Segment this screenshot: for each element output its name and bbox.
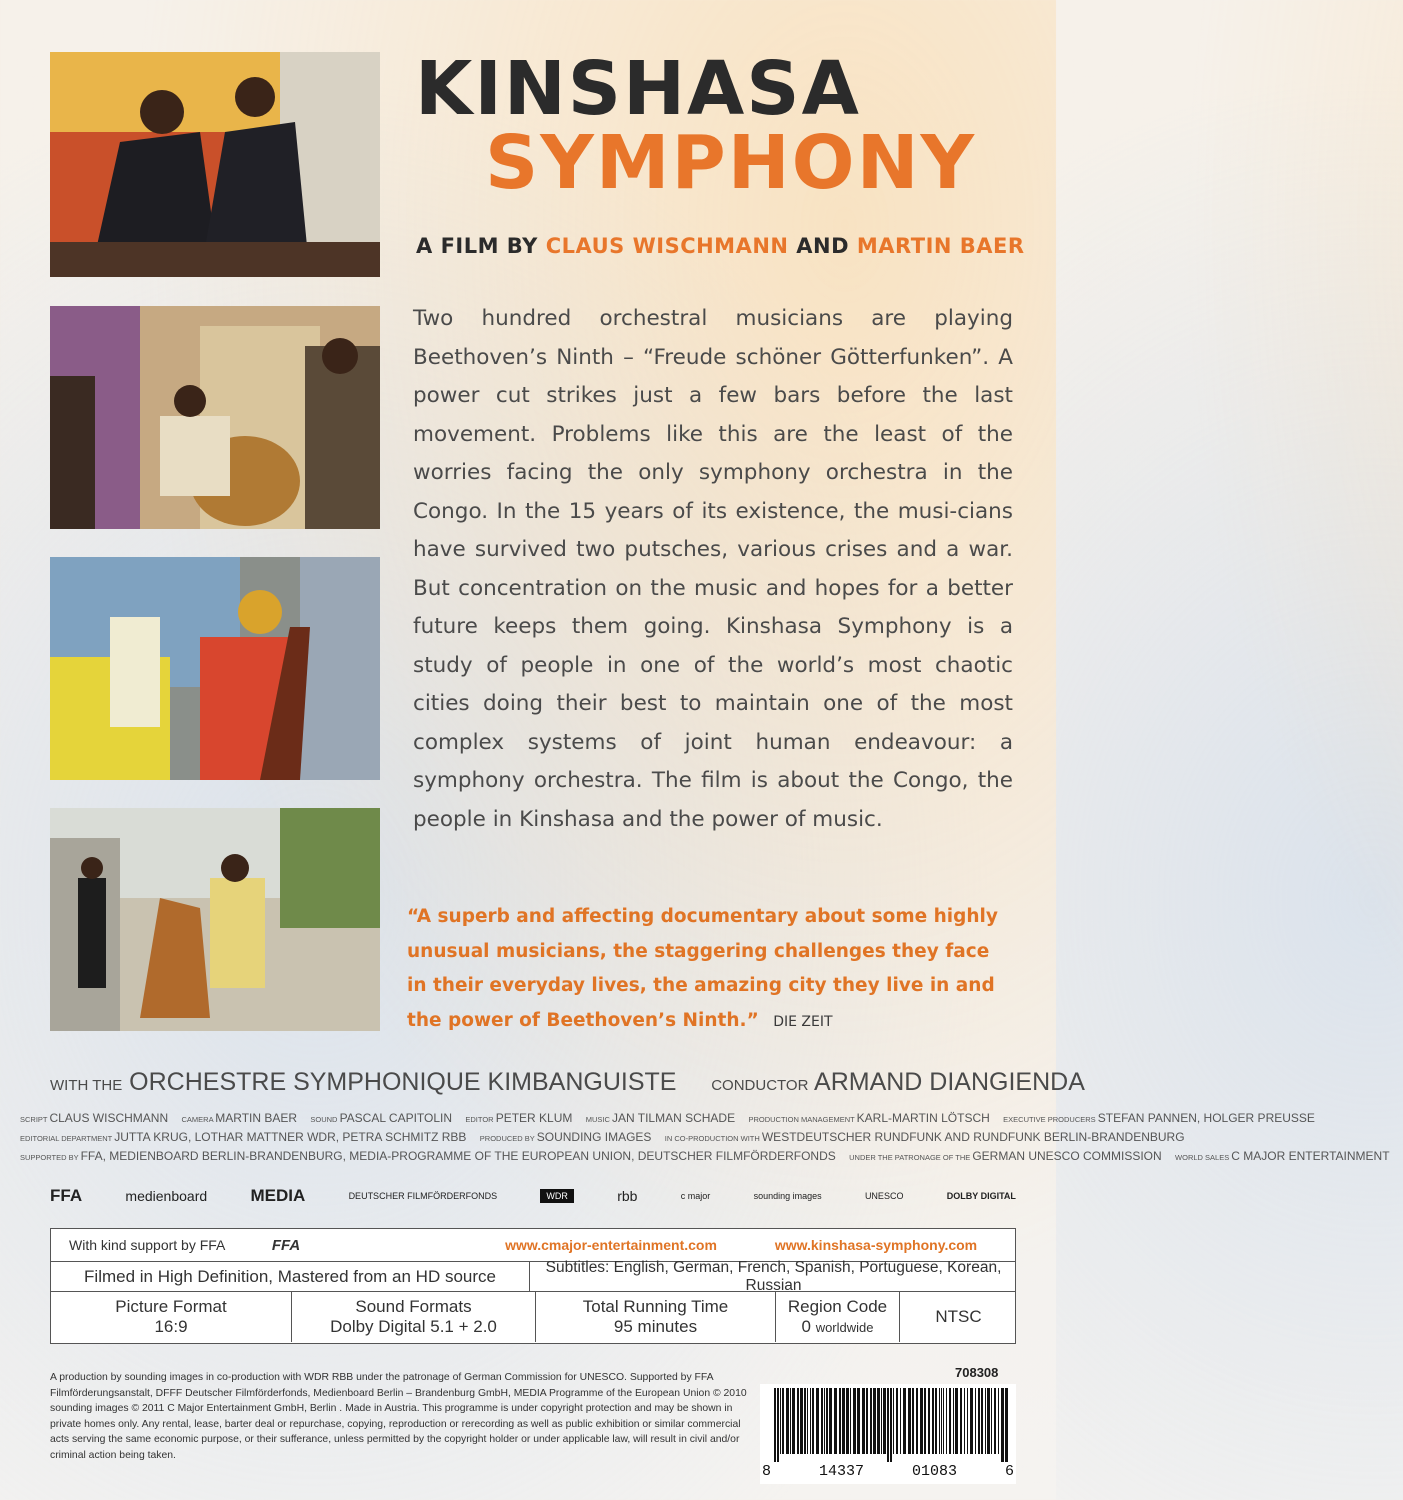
barcode <box>760 1384 1016 1484</box>
barcode-bar <box>943 1388 944 1454</box>
barcode-bar <box>824 1388 825 1454</box>
filmed-note: Filmed in High Definition, Mastered from an HD source <box>84 1266 496 1286</box>
barcode-bar <box>866 1388 868 1454</box>
byline-joiner: AND <box>796 234 850 258</box>
credit-label: EDITORIAL DEPARTMENT <box>20 1134 115 1143</box>
conductor-name: ARMAND DIANGIENDA <box>814 1068 1085 1096</box>
credit-value: CLAUS WISCHMANN <box>49 1111 169 1125</box>
logo-media: MEDIA <box>250 1186 306 1205</box>
credit-label: MUSIC <box>585 1115 612 1124</box>
credit-label: EXECUTIVE PRODUCERS <box>1003 1115 1098 1124</box>
logo-dolby: DOLBY DIGITAL <box>946 1191 1016 1201</box>
barcode-bar <box>826 1388 828 1454</box>
region-code-label: Region Code <box>787 1296 888 1316</box>
barcode-bar <box>967 1388 968 1454</box>
spec-row-formats <box>51 1258 1015 1294</box>
logo-unesco: UNESCO <box>864 1191 904 1201</box>
barcode-bar <box>782 1388 784 1454</box>
credit-label: PRODUCED BY <box>479 1134 537 1143</box>
orchestra-name: ORCHESTRE SYMPHONIQUE KIMBANGUISTE <box>129 1068 677 1096</box>
credit-line <box>20 1149 1390 1163</box>
title-line-2: SYMPHONY <box>485 120 977 206</box>
barcode-bar <box>932 1388 934 1454</box>
barcode-bar <box>842 1388 845 1454</box>
barcode-bar <box>804 1388 806 1454</box>
barcode-bar <box>903 1388 906 1454</box>
credit-value: WESTDEUTSCHER RUNDFUNK AND RUNDFUNK BERLIN-BRANDENBURG <box>761 1130 1185 1144</box>
barcode-bar <box>900 1388 901 1454</box>
barcode-bar <box>953 1388 954 1454</box>
barcode-bar <box>964 1388 965 1454</box>
barcode-bar <box>774 1388 776 1462</box>
barcode-bar <box>949 1388 951 1454</box>
barcode-bar <box>924 1388 926 1454</box>
barcode-bar <box>975 1388 976 1454</box>
barcode-bar <box>846 1388 849 1454</box>
barcode-bar <box>893 1388 894 1454</box>
picture-format-value: 16:9 <box>154 1317 188 1336</box>
credit-value: GERMAN UNESCO COMMISSION <box>972 1149 1162 1163</box>
logo-wdr: WDR <box>540 1189 574 1203</box>
barcode-bar <box>970 1388 973 1454</box>
barcode-bar <box>780 1388 781 1454</box>
barcode-bar <box>1001 1388 1004 1462</box>
byline-prefix: A FILM BY <box>416 234 538 258</box>
barcode-bar <box>946 1388 947 1454</box>
byline <box>416 234 1025 258</box>
barcode-bar <box>873 1388 876 1454</box>
credit-value: FFA, MEDIENBOARD BERLIN-BRANDENBURG, MEDIA-PROGRAMME OF THE EUROPEAN UNION, DEUTSCHER FILMFÖRDERFONDS <box>80 1149 836 1163</box>
credit-label: UNDER THE PATRONAGE OF THE <box>849 1153 973 1162</box>
barcode-bar <box>816 1388 819 1454</box>
credit-value: JAN TILMAN SCHADE <box>611 1111 736 1125</box>
credit-label: SUPPORTED BY <box>20 1153 81 1162</box>
barcode-bar <box>955 1388 958 1454</box>
with-label: WITH THE <box>50 1077 123 1094</box>
film-url[interactable]: www.kinshasa-symphony.com <box>774 1237 978 1253</box>
barcode-bars <box>760 1384 1016 1462</box>
quote-text: “A superb and affecting documentary about some highly unusual musicians, the staggering challenges they face in their everyday lives, the amazing city they live in and the power of Beethoven’s Ninth.” <box>407 906 998 1031</box>
barcode-bar <box>821 1388 823 1454</box>
region-note: worldwide <box>815 1319 874 1335</box>
barcode-bar <box>850 1388 851 1454</box>
credit-value: PASCAL CAPITOLIN <box>339 1111 453 1125</box>
barcode-digit-4: 6 <box>1004 1463 1014 1480</box>
director-1: CLAUS WISCHMANN <box>545 234 789 258</box>
barcode-bar <box>928 1388 930 1454</box>
barcode-bar <box>800 1388 803 1454</box>
credit-value: MARTIN BAER <box>215 1111 298 1125</box>
running-time-cell <box>535 1292 775 1342</box>
barcode-bar <box>790 1388 791 1454</box>
cmajor-url[interactable]: www.cmajor-entertainment.com <box>505 1237 717 1253</box>
photo-cellist-street <box>50 557 380 780</box>
credits-main <box>50 1068 1085 1097</box>
support-label: With kind support by FFA <box>69 1237 226 1253</box>
barcode-bar <box>792 1388 795 1454</box>
running-time-value: 95 minutes <box>613 1317 698 1336</box>
logo-cmajor: c major <box>680 1191 711 1201</box>
photo-bass-carrier-street <box>50 808 380 1031</box>
barcode-bar <box>797 1388 799 1454</box>
credit-value: SOUNDING IMAGES <box>536 1130 652 1144</box>
barcode-bar <box>920 1388 923 1454</box>
spec-row-tech <box>51 1292 1015 1342</box>
region-code-value <box>801 1317 873 1338</box>
barcode-bar <box>857 1388 860 1454</box>
credit-value: PETER KLUM <box>495 1111 573 1125</box>
barcode-bar <box>890 1388 892 1462</box>
barcode-bar <box>939 1388 940 1454</box>
barcode-bar <box>829 1388 832 1454</box>
logo-dfff: DEUTSCHER FILMFÖRDERFONDS <box>348 1191 498 1201</box>
fine-print: A production by sounding images in co-production with WDR RBB under the patronage of German Commission for UNESCO. Supported by FFA Filmförderungsanstalt, DFFF Deutscher Filmförderfonds, Medienboard Berlin – Brandenburg GmbH, MEDIA Programme of the European Union © 2010 sounding images © 2011 C Major Entertainment GmbH, Berlin . Made in Austria. This programme is under copyright protection and may be shown in private homes only. Any rental, lease, barter deal or repurchase, copying, reproduction or rerecording as well as public exhibition or similar commercial acts serving the same economic purpose, or their sufferance, unless permitted by the copyright holder or under applicable law, will result in civil and/or criminal action being taken. <box>50 1372 747 1461</box>
barcode-digit-2: 14337 <box>818 1463 864 1480</box>
barcode-bar <box>960 1388 962 1454</box>
sound-formats-label: Sound Formats <box>355 1297 472 1316</box>
picture-format-cell <box>51 1292 291 1342</box>
barcode-bar <box>987 1388 990 1454</box>
conductor-label: CONDUCTOR <box>711 1077 809 1094</box>
running-time-label: Total Running Time <box>582 1297 729 1316</box>
credit-label: SOUND <box>310 1115 340 1124</box>
barcode-bar <box>887 1388 889 1462</box>
barcode-bar <box>883 1388 886 1454</box>
logo-rbb: rbb <box>617 1188 638 1204</box>
barcode-bar <box>834 1388 837 1454</box>
barcode-bar <box>810 1388 811 1454</box>
logo-ffa: FFA <box>50 1186 83 1205</box>
barcode-bar <box>908 1388 911 1454</box>
barcode-digit-1: 8 <box>762 1463 772 1480</box>
barcode-bar <box>991 1388 992 1454</box>
barcode-bar <box>912 1388 914 1454</box>
catalog-number: 708308 <box>955 1365 999 1380</box>
barcode-digits <box>760 1463 1016 1480</box>
synopsis: Two hundred orchestral musicians are playing Beethoven’s Ninth – “Freude schöner Götterfunken”. A power cut strikes just a few bars before the last movement. Problems like this are the least of the worries facing the only symphony orchestra in the Congo. In the 15 years of its existence, the musi-cians have survived two putsches, various crises and a war. But concentration on the music and hopes for a better future keeps them going. Kinshasa Symphony is a study of people in one of the world’s most chaotic cities doing their best to maintain one of the most complex systems of joint human endeavour: a symphony orchestra. The film is about the Congo, the people in Kinshasa and the power of music. <box>413 306 1013 832</box>
barcode-bar <box>985 1388 986 1454</box>
barcode-bar <box>839 1388 841 1454</box>
barcode-bar <box>896 1388 898 1454</box>
barcode-bar <box>978 1388 980 1454</box>
barcode-bar <box>998 1388 999 1454</box>
credit-label: CAMERA <box>181 1115 216 1124</box>
barcode-bar <box>994 1388 996 1454</box>
credit-label: IN CO-PRODUCTION WITH <box>664 1134 762 1143</box>
sound-formats-value: Dolby Digital 5.1 + 2.0 <box>330 1317 497 1336</box>
region-code-cell <box>775 1292 899 1342</box>
logo-medienboard: medienboard <box>125 1188 208 1204</box>
credit-label: WORLD SALES <box>1175 1153 1232 1162</box>
region-number: 0 <box>801 1316 811 1336</box>
credit-label: SCRIPT <box>20 1115 50 1124</box>
photo-bass-repair <box>50 306 380 529</box>
barcode-bar <box>807 1388 808 1454</box>
credit-label: PRODUCTION MANAGEMENT <box>748 1115 857 1124</box>
barcode-bar <box>877 1388 880 1454</box>
sound-formats-cell <box>291 1292 535 1342</box>
spec-row-support <box>51 1229 1015 1262</box>
credit-line <box>20 1111 1315 1125</box>
barcode-bar <box>870 1388 872 1454</box>
barcode-bar <box>916 1388 918 1454</box>
director-2: MARTIN BAER <box>856 234 1025 258</box>
photo-xylophone-players <box>50 52 380 277</box>
credit-value: C MAJOR ENTERTAINMENT <box>1231 1149 1390 1163</box>
credit-value: STEFAN PANNEN, HOLGER PREUSSE <box>1097 1111 1315 1125</box>
credit-value: KARL-MARTIN LÖTSCH <box>856 1111 990 1125</box>
ffa-logo: FFA <box>271 1236 301 1254</box>
sponsor-logos <box>50 1178 1016 1214</box>
barcode-bar <box>777 1388 779 1462</box>
barcode-bar <box>1005 1388 1008 1462</box>
barcode-bar <box>881 1388 882 1454</box>
credit-value: JUTTA KRUG, LOTHAR MATTNER WDR, PETRA SCHMITZ RBB <box>114 1130 467 1144</box>
barcode-bar <box>853 1388 856 1454</box>
barcode-bar <box>862 1388 865 1454</box>
barcode-bar <box>812 1388 814 1454</box>
barcode-bar <box>935 1388 937 1454</box>
barcode-bar <box>786 1388 789 1454</box>
tv-standard: NTSC <box>899 1292 1017 1342</box>
subtitles-note: Subtitles: English, German, French, Spanish, Portuguese, Korean, Russian <box>529 1262 1017 1291</box>
press-quote <box>407 900 1015 1039</box>
logo-sounding-images: sounding images <box>753 1191 822 1201</box>
credit-line <box>20 1130 1185 1144</box>
barcode-bar <box>941 1388 942 1454</box>
spec-table <box>50 1228 1016 1344</box>
quote-source: DIE ZEIT <box>773 1013 833 1030</box>
barcode-digit-3: 01083 <box>911 1463 957 1480</box>
picture-format-label: Picture Format <box>115 1297 227 1316</box>
credit-label: EDITOR <box>465 1115 496 1124</box>
barcode-bar <box>981 1388 983 1454</box>
title-line-1: KINSHASA <box>415 46 861 132</box>
